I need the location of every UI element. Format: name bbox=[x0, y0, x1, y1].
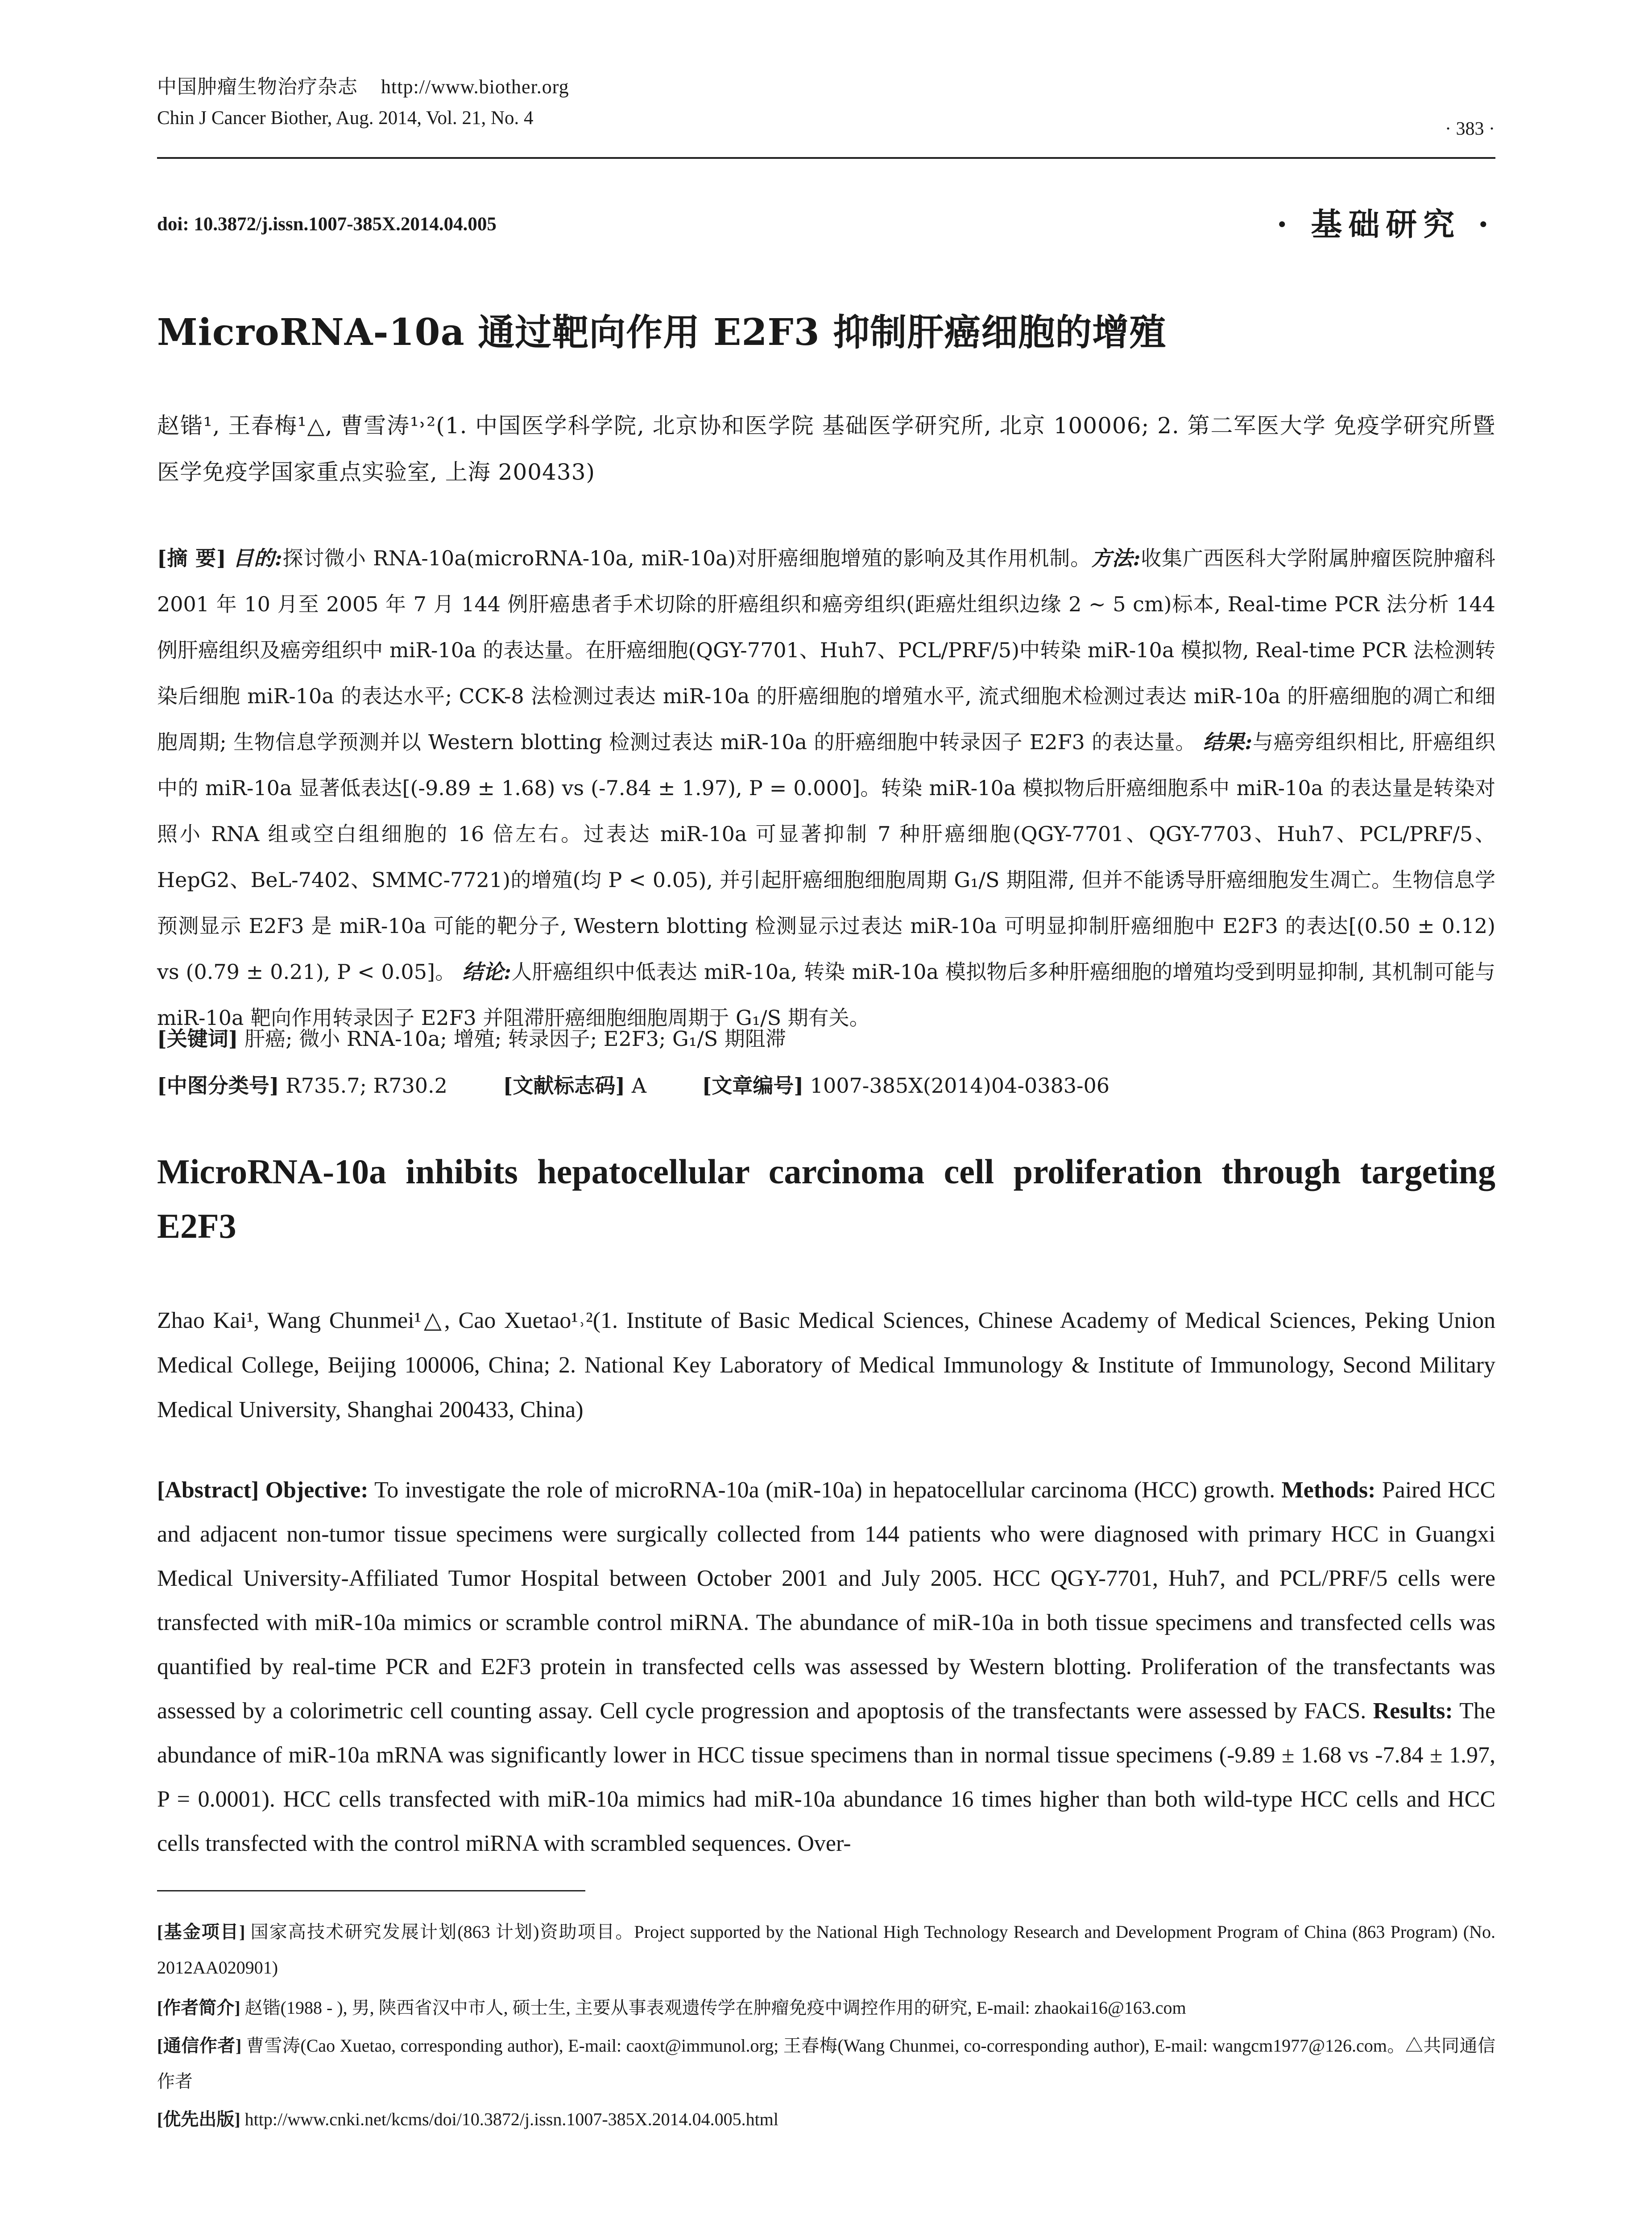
footnote-author bbox=[157, 1990, 1495, 2026]
title-en: MicroRNA-10a inhibits hepatocellular carcinoma cell proliferation through targeting E2F3 bbox=[157, 1152, 1495, 1245]
page-number: · 383 · bbox=[1445, 119, 1495, 139]
objective-cn: 探讨微小 RNA-10a(microRNA-10a, miR-10a)对肝癌细胞增殖的影响及其作用机制。 bbox=[282, 546, 1091, 570]
footnote-rule bbox=[157, 1890, 585, 1891]
keywords-text: 肝癌; 微小 RNA-10a; 增殖; 转录因子; E2F3; G₁/S 期阻滞 bbox=[244, 1027, 786, 1051]
doc-code-value: A bbox=[631, 1074, 646, 1098]
keywords-label: [关键词] bbox=[157, 1027, 238, 1051]
article-no-label: [文章编号] bbox=[702, 1074, 804, 1098]
results-en: The abundance of miR-10a mRNA was significantly lower in HCC tissue specimens than in normal tissue specimens (-9.89 ± 1.68 vs -7.84 ± 1.97, P = 0.0001). HCC cells transfected with miR-10a mimics had miR-10a abundance 16 times higher than both wild-type HCC cells and HCC cells transfected with the control miRNA with scrambled sequences. Over- bbox=[157, 1698, 1495, 1856]
abstract-en-label: [Abstract] bbox=[157, 1477, 259, 1503]
objective-en: To investigate the role of microRNA-10a (miR-10a) in hepatocellular carcinoma (HCC) growth. bbox=[374, 1477, 1275, 1503]
objective-cn-label: 目的: bbox=[233, 546, 282, 570]
conclusion-cn: 人肝癌组织中低表达 miR-10a, 转染 miR-10a 模拟物后多种肝癌细胞的增殖均受到明显抑制, 其机制可能与 miR-10a 靶向作用转录因子 E2F3 并阻滞肝癌细胞细胞周期于 G₁/S 期有关。 bbox=[157, 960, 1496, 1030]
fund-text: 国家高技术研究发展计划(863 计划)资助项目。Project supported by the National High Technology Research and Development Program of China (863 Program) (No. 2012AA020901) bbox=[157, 1922, 1496, 1978]
classification-line bbox=[157, 1070, 1110, 1099]
conclusion-cn-label: 结论: bbox=[462, 960, 512, 984]
clc-value: R735.7; R730.2 bbox=[286, 1074, 447, 1098]
title-cn: MicroRNA-10a 通过靶向作用 E2F3 抑制肝癌细胞的增殖 bbox=[157, 311, 1167, 354]
clc-label: [中图分类号] bbox=[157, 1074, 279, 1098]
methods-en-label: Methods: bbox=[1281, 1477, 1376, 1503]
keywords-cn bbox=[157, 1023, 786, 1052]
online-link[interactable]: http://www.cnki.net/kcms/doi/10.3872/j.issn.1007-385X.2014.04.005.html bbox=[244, 2109, 778, 2129]
footnote-online bbox=[157, 2102, 1495, 2137]
methods-cn-label: 方法: bbox=[1091, 546, 1141, 570]
corr-text: 曹雪涛(Cao Xuetao, corresponding author), E-mail: caoxt@immunol.org; 王春梅(Wang Chunmei, co-corresponding author), E-mail: wangcm1977@126.com。△共同通信作者 bbox=[157, 2036, 1496, 2091]
methods-cn: 收集广西医科大学附属肿瘤医院肿瘤科 2001 年 10 月至 2005 年 7 月 144 例肝癌患者手术切除的肝癌组织和癌旁组织(距癌灶组织边缘 2 ~ 5 cm)标本, Real-time PCR 法分析 144 例肝癌组织及癌旁组织中 miR-10a 的表达量。在肝癌细胞(QGY-7701、Huh7、PCL/PRF/5)中转染 miR-10a 模拟物, Real-time PCR 法检测转染后细胞 miR-10a 的表达水平; CCK-8 法检测过表达 miR-10a 的肝癌细胞的增殖水平, 流式细胞术检测过表达 miR-10a 的肝癌细胞的凋亡和细胞周期; 生物信息学预测并以 Western blotting 检测过表达 miR-10a 的肝癌细胞中转录因子 E2F3 的表达量。 bbox=[157, 546, 1495, 754]
authors-en: Zhao Kai¹, Wang Chunmei¹△, Cao Xuetao¹˒²(1. Institute of Basic Medical Sciences, Chinese Academy of Medical Sciences, Peking Union Medical College, Beijing 100006, China; 2. National Key Laboratory of Medical Immunology & Institute of Immunology, Second Military Medical University, Shanghai 200433, China) bbox=[157, 1308, 1495, 1422]
abstract-en bbox=[157, 1468, 1495, 1866]
author-bio-text: 赵锴(1988 - ), 男, 陕西省汉中市人, 硕士生, 主要从事表观遗传学在肿瘤免疫中调控作用的研究, E-mail: zhaokai16@163.com bbox=[244, 1998, 1186, 2018]
header-rule bbox=[157, 157, 1495, 159]
section-label: · 基础研究 · bbox=[1276, 206, 1495, 243]
corr-label: [通信作者] bbox=[157, 2036, 242, 2056]
results-cn-label: 结果: bbox=[1203, 730, 1253, 754]
author-bio-label: [作者简介] bbox=[157, 1998, 240, 2018]
abstract-cn bbox=[157, 535, 1495, 1041]
authors-cn: 赵锴¹, 王春梅¹△, 曹雪涛¹˒²(1. 中国医学科学院, 北京协和医学院 基础医学研究所, 北京 100006; 2. 第二军医大学 免疫学研究所暨医学免疫学国家重点实验室, 上海 200433) bbox=[157, 413, 1495, 485]
footnote-fund bbox=[157, 1914, 1495, 1986]
abstract-cn-label: [摘 要] bbox=[157, 546, 226, 570]
article-no-value: 1007-385X(2014)04-0383-06 bbox=[810, 1074, 1110, 1098]
journal-issue: Chin J Cancer Biother, Aug. 2014, Vol. 21, No. 4 bbox=[157, 108, 534, 129]
objective-en-label: Objective: bbox=[265, 1477, 368, 1503]
online-label: [优先出版] bbox=[157, 2109, 240, 2129]
journal-url[interactable]: http://www.biother.org bbox=[381, 76, 569, 98]
journal-header bbox=[157, 70, 569, 99]
doi: doi: 10.3872/j.issn.1007-385X.2014.04.005 bbox=[157, 214, 497, 235]
journal-name-cn: 中国肿瘤生物治疗杂志 bbox=[157, 75, 358, 98]
results-en-label: Results: bbox=[1373, 1698, 1453, 1724]
results-cn: 与癌旁组织相比, 肝癌组织中的 miR-10a 显著低表达[(-9.89 ± 1.68) vs (-7.84 ± 1.97), P = 0.000]。转染 miR-10a 模拟物后肝癌细胞系中 miR-10a 的表达量是转染对照小 RNA 组或空白组细胞的 16 倍左右。过表达 miR-10a 可显著抑制 7 种肝癌细胞(QGY-7701、QGY-7703、Huh7、PCL/PRF/5、HepG2、BeL-7402、SMMC-7721)的增殖(均 P < 0.05), 并引起肝癌细胞细胞周期 G₁/S 期阻滞, 但并不能诱导肝癌细胞发生凋亡。生物信息学预测显示 E2F3 是 miR-10a 可能的靶分子, Western blotting 检测显示过表达 miR-10a 可明显抑制肝癌细胞中 E2F3 的表达[(0.50 ± 0.12) vs (0.79 ± 0.21), P < 0.05]。 bbox=[157, 730, 1495, 984]
methods-en: Paired HCC and adjacent non-tumor tissue specimens were surgically collected from 144 patients who were diagnosed with primary HCC in Guangxi Medical University-Affiliated Tumor Hospital between October 2001 and July 2005. HCC QGY-7701, Huh7, and PCL/PRF/5 cells were transfected with miR-10a mimics or scramble control miRNA. The abundance of miR-10a in both tissue specimens and transfected cells was quantified by real-time PCR and E2F3 protein in transfected cells was assessed by Western blotting. Proliferation of the transfectants was assessed by a colorimetric cell counting assay. Cell cycle progression and apoptosis of the transfectants were assessed by FACS. bbox=[157, 1477, 1496, 1724]
doc-code-label: [文献标志码] bbox=[503, 1074, 625, 1098]
footnote-correspondence bbox=[157, 2028, 1495, 2099]
fund-label: [基金项目] bbox=[157, 1922, 245, 1942]
